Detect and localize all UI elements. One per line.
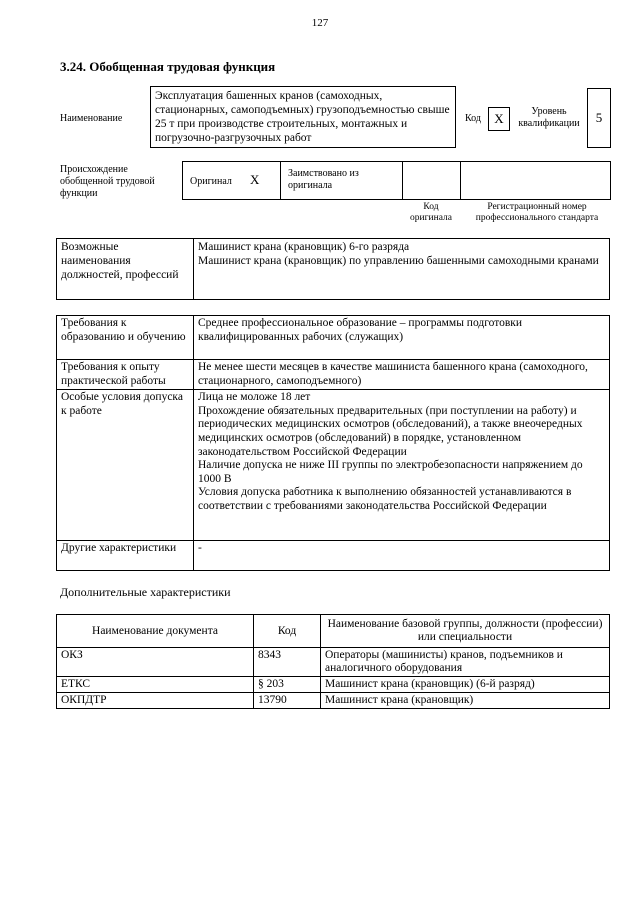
name-cell: Машинист крана (крановщик)	[321, 693, 610, 709]
positions-label: Возможные наименования должностей, профессий	[57, 239, 194, 300]
req-special-line: Прохождение обязательных предварительных (при поступлении на работу) и периодических медицинских осмотров (обследований), а также внеочередных медицинских осмотров (обследований) в порядке, установленном законодательством Российской Федерации	[198, 404, 583, 458]
positions-table	[56, 238, 610, 300]
req-other-label: Другие характеристики	[57, 541, 194, 571]
req-education-value: Среднее профессиональное образование – программы подготовки квалифицированных рабочих (служащих)	[194, 316, 610, 360]
position-item: Машинист крана (крановщик) по управлению башенными самоходными кранами	[198, 255, 599, 267]
code-cell: § 203	[254, 677, 321, 693]
code-label: Код	[465, 113, 481, 124]
name-value: Эксплуатация башенных кранов (самоходных, стационарных, самоподъемных) грузоподъемностью свыше 25 т при производстве строительных, монтажных и погрузочно-разгрузочных работ	[150, 86, 456, 148]
table-row	[57, 648, 610, 677]
additional-header-doc: Наименование документа	[57, 615, 254, 648]
doc-cell: ОКЗ	[57, 648, 254, 677]
name-cell: Операторы (машинисты) кранов, подъемников и аналогичного оборудования	[321, 648, 610, 677]
req-special-label: Особые условия допуска к работе	[57, 390, 194, 541]
req-experience-value: Не менее шести месяцев в качестве машиниста башенного крана (самоходного, стационарного, самоподъемного)	[194, 360, 610, 390]
table-row	[57, 693, 610, 709]
req-special-line: Наличие допуска не ниже III группы по электробезопасности напряжением до 1000 В	[198, 459, 583, 485]
req-special-value	[194, 390, 610, 541]
code-value: X	[488, 107, 510, 131]
additional-table	[56, 614, 610, 709]
name-label: Наименование	[60, 113, 123, 124]
name-cell: Машинист крана (крановщик) (6-й разряд)	[321, 677, 610, 693]
origin-label: Происхождение обобщенной трудовой функции	[60, 164, 155, 199]
reg-number-caption: Регистрационный номер профессионального стандарта	[475, 202, 599, 223]
borrowed-label: Заимствовано из оригинала	[288, 168, 359, 191]
positions-list	[194, 239, 610, 300]
code-original-caption: Код оригинала	[410, 202, 452, 223]
requirements-table	[56, 315, 610, 571]
original-label: Оригинал	[190, 176, 232, 187]
req-other-value: -	[194, 541, 610, 571]
level-value: 5	[587, 88, 611, 148]
code-cell: 8343	[254, 648, 321, 677]
doc-cell: ОКПДТР	[57, 693, 254, 709]
level-label: Уровень квалификации	[518, 106, 580, 129]
additional-header-name: Наименование базовой группы, должности (профессии) или специальности	[321, 615, 610, 648]
doc-cell: ЕТКС	[57, 677, 254, 693]
req-education-label: Требования к образованию и обучению	[57, 316, 194, 360]
section-title: 3.24. Обобщенная трудовая функция	[60, 59, 276, 74]
additional-title: Дополнительные характеристики	[60, 585, 231, 599]
table-row	[57, 677, 610, 693]
code-cell: 13790	[254, 693, 321, 709]
req-special-line: Лица не моложе 18 лет	[198, 391, 311, 404]
original-mark: X	[250, 172, 260, 187]
page-number: 127	[311, 17, 329, 29]
req-special-line: Условия допуска работника к выполнению обязанностей устанавливаются в соответствии с требованиями законодательства Российской Федерации	[198, 486, 572, 512]
additional-header-code: Код	[254, 615, 321, 648]
position-item: Машинист крана (крановщик) 6-го разряда	[198, 241, 410, 253]
req-experience-label: Требования к опыту практической работы	[57, 360, 194, 390]
